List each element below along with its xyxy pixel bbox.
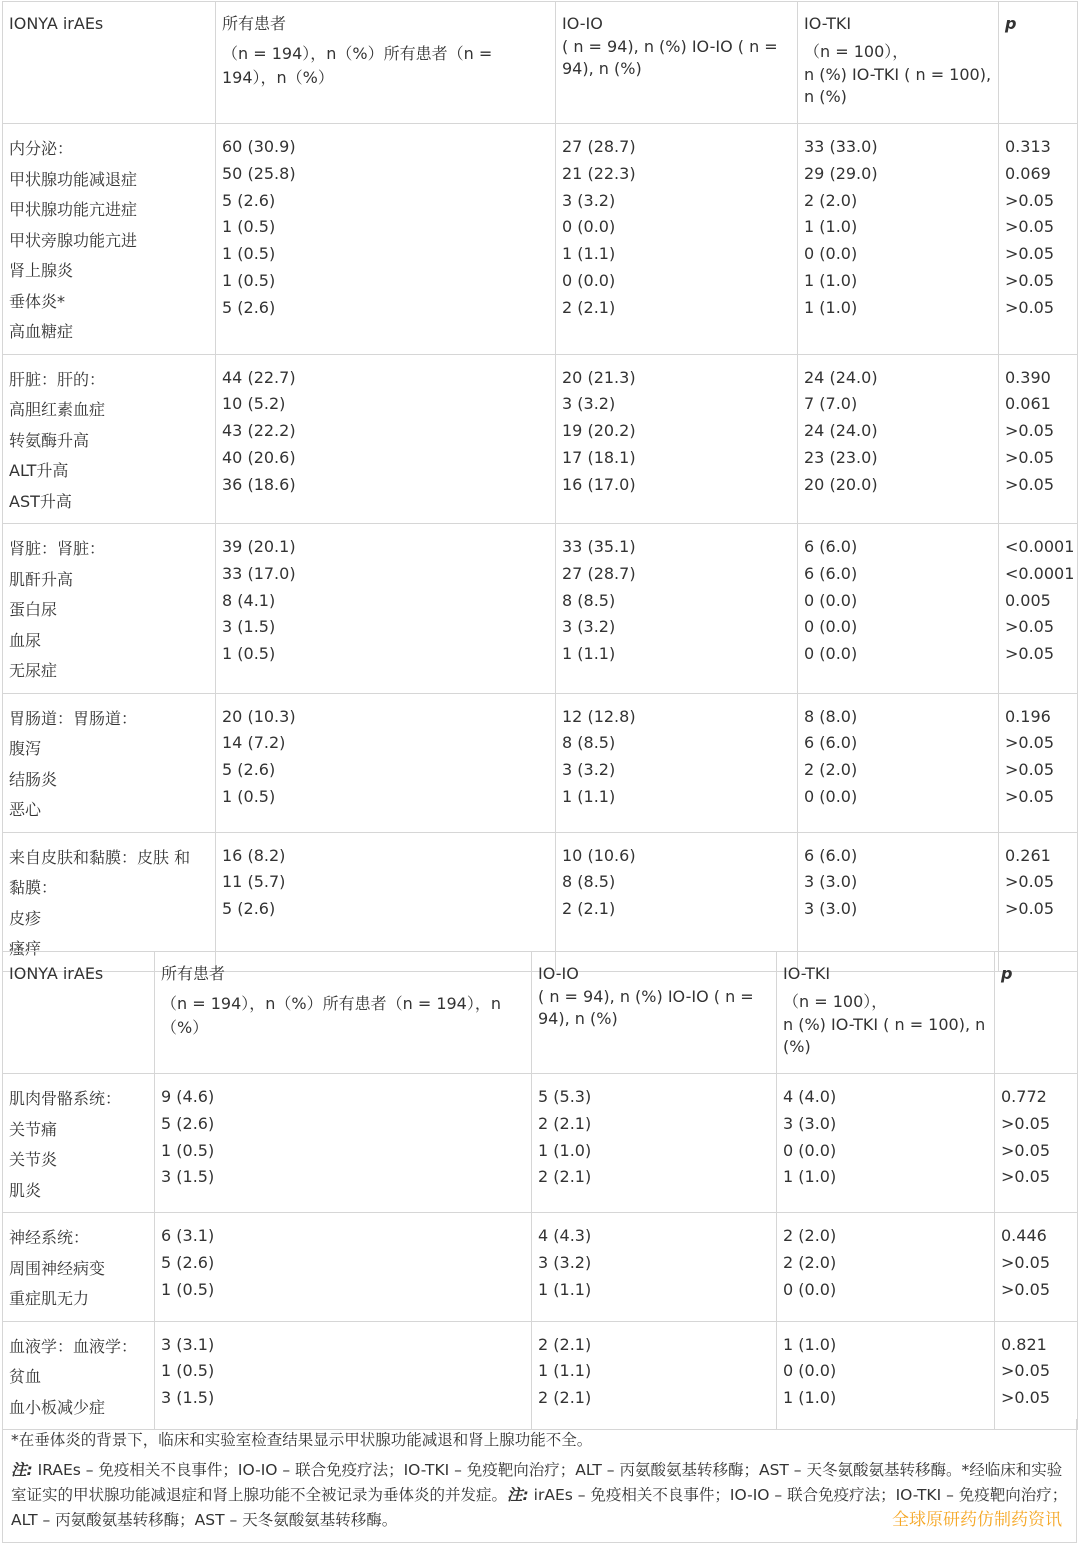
value-text: 7 (7.0) xyxy=(804,394,858,414)
header-io-tki: IO-TKI （n = 100）， n (%) IO-TKI ( n = 100), n (%) xyxy=(777,952,995,1074)
value-text: 50 (25.8) xyxy=(222,163,296,183)
value-text: 44 (22.7) xyxy=(222,367,296,387)
cell-p-value xyxy=(995,1213,1078,1322)
value-text: 33 (33.0) xyxy=(804,137,878,156)
table-header-row xyxy=(3,2,1078,124)
value-text: 6 (3.1) xyxy=(161,1226,215,1245)
value-text: 6 (6.0) xyxy=(804,537,858,556)
value-text: 8 (8.5) xyxy=(562,590,616,610)
table-row xyxy=(3,1321,1078,1430)
footnote-asterisk-note: *在垂体炎的背景下，临床和实验室检查结果显示甲状腺功能减退和肾上腺功能不全。 xyxy=(11,1431,593,1449)
value-text: 17 (18.1) xyxy=(562,447,636,467)
irae-table-part2 xyxy=(2,951,1078,1430)
footnote-abbreviations: 注: IRAEs – 免疫相关不良事件；IO-IO – 联合免疫疗法；IO-TKI – 免疫靶向治疗；ALT – 丙氨酸氨基转移酶；AST – 天冬氨酸氨基转移酶。*经临床和实验室证实的甲状腺功能减退症和肾上腺功能不全被记录为垂体炎的并发症。注: irAEs – 免疫相关不良事件；IO-IO – 联合免疫疗法；IO-TKI – 免疫靶向治疗；ALT – 丙氨酸氨基转移酶；AST – 天冬氨酸氨基转移酶。 xyxy=(11,1461,1068,1529)
value-text: <0.0001 xyxy=(1005,563,1075,583)
value-text: 1 (1.0) xyxy=(804,270,858,290)
value-text: 2 (2.1) xyxy=(538,1388,592,1408)
category-label: 结肠炎 xyxy=(9,769,58,789)
value-text: >0.05 xyxy=(1005,899,1055,919)
value-text: >0.05 xyxy=(1005,733,1055,753)
value-text: 0 (0.0) xyxy=(804,617,858,637)
category-label: 蛋白尿 xyxy=(9,600,58,619)
value-text: 3 (1.5) xyxy=(161,1388,215,1408)
value-text: 1 (0.5) xyxy=(222,244,276,264)
value-text: 1 (0.5) xyxy=(161,1279,215,1299)
cell-io-io xyxy=(532,1213,777,1322)
value-text: 0.390 xyxy=(1005,367,1051,387)
cell-category xyxy=(3,124,216,355)
value-text: 2 (2.1) xyxy=(562,297,616,317)
value-text: 20 (20.0) xyxy=(804,474,878,494)
value-text: 33 (35.1) xyxy=(562,537,636,556)
value-text: 0.313 xyxy=(1005,137,1051,156)
value-text: 0.005 xyxy=(1005,590,1051,610)
table-row xyxy=(3,524,1078,694)
value-text: >0.05 xyxy=(1001,1361,1051,1381)
category-label: 肾脏：肾脏： xyxy=(9,539,106,558)
value-text: >0.05 xyxy=(1001,1140,1051,1160)
value-text: >0.05 xyxy=(1005,447,1055,467)
header-p: p xyxy=(995,952,1078,1074)
value-text: >0.05 xyxy=(1005,190,1055,210)
value-text: 8 (8.0) xyxy=(804,706,858,726)
cell-io-tki xyxy=(777,1074,995,1213)
cell-p-value xyxy=(995,1321,1078,1430)
value-text: 16 (17.0) xyxy=(562,474,636,494)
category-label: 胃肠道：胃肠道： xyxy=(9,708,138,728)
value-text: 0.069 xyxy=(1005,163,1051,183)
cell-p-value xyxy=(999,354,1078,524)
cell-category xyxy=(3,524,216,694)
value-text: 1 (0.5) xyxy=(222,270,276,290)
value-text: 1 (0.5) xyxy=(222,786,276,806)
category-label: 皮疹 xyxy=(9,908,42,928)
cell-io-io xyxy=(556,124,798,355)
watermark-text: 全球原研药仿制药资讯 xyxy=(892,1510,1062,1530)
value-text: 1 (1.0) xyxy=(783,1167,837,1187)
cell-all-patients xyxy=(155,1074,532,1213)
category-label: 无尿症 xyxy=(9,661,58,680)
value-text: 0 (0.0) xyxy=(783,1361,837,1381)
value-text: 5 (2.6) xyxy=(161,1252,215,1272)
value-text: 27 (28.7) xyxy=(562,563,636,583)
value-text: 6 (6.0) xyxy=(804,845,858,865)
value-text: 0 (0.0) xyxy=(562,217,616,237)
category-label: 甲状腺功能亢进症 xyxy=(9,200,138,219)
value-text: 21 (22.3) xyxy=(562,163,636,183)
cell-all-patients xyxy=(216,354,556,524)
value-text: 0.261 xyxy=(1005,845,1051,865)
value-text: 1 (1.0) xyxy=(783,1388,837,1408)
value-text: 1 (0.5) xyxy=(222,217,276,237)
value-text: 10 (10.6) xyxy=(562,845,636,865)
value-text: >0.05 xyxy=(1005,760,1055,780)
category-label: 高胆红素血症 xyxy=(9,400,106,419)
value-text: 0 (0.0) xyxy=(804,244,858,264)
category-label: 垂体炎* xyxy=(9,291,66,311)
value-text: 40 (20.6) xyxy=(222,447,296,467)
value-text: 19 (20.2) xyxy=(562,421,636,441)
value-text: 43 (22.2) xyxy=(222,421,296,441)
value-text: 1 (1.1) xyxy=(562,244,616,264)
cell-category xyxy=(3,1213,155,1322)
category-label: 肾上腺炎 xyxy=(9,261,74,280)
table-row xyxy=(3,1213,1078,1322)
value-text: 6 (6.0) xyxy=(804,733,858,753)
value-text: 0.446 xyxy=(1001,1226,1047,1245)
cell-p-value xyxy=(995,1074,1078,1213)
value-text: 20 (21.3) xyxy=(562,367,636,387)
category-label: 血小板减少症 xyxy=(9,1397,106,1417)
cell-all-patients xyxy=(216,124,556,355)
category-label: 来自皮肤和黏膜：皮肤 和 黏膜： xyxy=(9,847,191,897)
value-text: 2 (2.1) xyxy=(562,899,616,919)
cell-io-io xyxy=(532,1074,777,1213)
value-text: 3 (3.2) xyxy=(562,617,616,637)
category-label: 转氨酶升高 xyxy=(9,430,90,450)
value-text: 8 (4.1) xyxy=(222,590,276,610)
value-text: >0.05 xyxy=(1005,872,1055,892)
value-text: 1 (1.0) xyxy=(538,1140,592,1160)
header-irae: IONYA irAEs xyxy=(3,2,216,124)
category-label: 贫血 xyxy=(9,1367,42,1386)
cell-all-patients xyxy=(216,524,556,694)
header-all-patients: 所有患者 （n = 194），n（%）所有患者（n = 194），n（%） xyxy=(216,2,556,124)
value-text: 0.772 xyxy=(1001,1087,1047,1106)
cell-io-tki xyxy=(798,124,999,355)
value-text: 9 (4.6) xyxy=(161,1087,215,1106)
category-label: 甲状腺功能减退症 xyxy=(9,169,138,189)
table-row xyxy=(3,693,1078,832)
category-label: 关节痛 xyxy=(9,1119,58,1139)
table-row xyxy=(3,124,1078,355)
value-text: 3 (1.5) xyxy=(222,617,276,637)
value-text: 0 (0.0) xyxy=(804,644,858,664)
cell-io-tki xyxy=(798,693,999,832)
value-text: 3 (3.2) xyxy=(538,1252,592,1272)
value-text: 5 (2.6) xyxy=(222,899,276,919)
cell-category xyxy=(3,693,216,832)
cell-io-tki xyxy=(798,354,999,524)
value-text: 2 (2.1) xyxy=(538,1113,592,1133)
value-text: 0 (0.0) xyxy=(783,1140,837,1160)
cell-category xyxy=(3,1074,155,1213)
value-text: 0 (0.0) xyxy=(804,590,858,610)
value-text: 0.196 xyxy=(1005,706,1051,726)
value-text: 6 (6.0) xyxy=(804,563,858,583)
value-text: 8 (8.5) xyxy=(562,733,616,753)
cell-p-value xyxy=(999,693,1078,832)
value-text: 23 (23.0) xyxy=(804,447,878,467)
value-text: 3 (3.0) xyxy=(804,899,858,919)
value-text: 5 (5.3) xyxy=(538,1087,592,1106)
header-io-tki: IO-TKI （n = 100）， n (%) IO-TKI ( n = 100), n (%) xyxy=(798,2,999,124)
cell-io-tki xyxy=(777,1321,995,1430)
value-text: 0.061 xyxy=(1005,394,1051,414)
cell-p-value xyxy=(999,124,1078,355)
category-label: 肌炎 xyxy=(9,1180,42,1200)
category-label: 高血糖症 xyxy=(9,322,74,341)
table-header-row xyxy=(3,952,1078,1074)
value-text: 1 (1.0) xyxy=(804,217,858,237)
value-text: 5 (2.6) xyxy=(222,760,276,780)
value-text: 2 (2.0) xyxy=(783,1226,837,1245)
category-label: 甲状旁腺功能亢进 xyxy=(9,230,138,250)
header-p: p xyxy=(999,2,1078,124)
value-text: 2 (2.0) xyxy=(783,1252,837,1272)
value-text: 1 (1.1) xyxy=(562,786,616,806)
category-label: 神经系统： xyxy=(9,1228,90,1247)
value-text: 0 (0.0) xyxy=(804,786,858,806)
value-text: 24 (24.0) xyxy=(804,421,878,441)
value-text: 4 (4.0) xyxy=(783,1087,837,1106)
cell-io-tki xyxy=(777,1213,995,1322)
value-text: 11 (5.7) xyxy=(222,872,286,892)
value-text: 36 (18.6) xyxy=(222,474,296,494)
category-label: 瘙痒 xyxy=(9,939,42,958)
value-text: >0.05 xyxy=(1005,217,1055,237)
header-irae: IONYA irAEs xyxy=(3,952,155,1074)
category-label: 血尿 xyxy=(9,630,42,650)
value-text: 0 (0.0) xyxy=(783,1279,837,1299)
value-text: 39 (20.1) xyxy=(222,537,296,556)
value-text: 16 (8.2) xyxy=(222,845,286,865)
header-all-patients: 所有患者 （n = 194），n（%）所有患者（n = 194），n（%） xyxy=(155,952,532,1074)
value-text: 3 (3.2) xyxy=(562,190,616,210)
value-text: 1 (1.1) xyxy=(538,1361,592,1381)
irae-table-part1 xyxy=(2,1,1078,972)
value-text: >0.05 xyxy=(1005,244,1055,264)
value-text: 2 (2.0) xyxy=(804,760,858,780)
value-text: <0.0001 xyxy=(1005,537,1075,556)
value-text: 0.821 xyxy=(1001,1334,1047,1354)
value-text: >0.05 xyxy=(1005,474,1055,494)
cell-io-io xyxy=(556,524,798,694)
value-text: >0.05 xyxy=(1001,1388,1051,1408)
value-text: 3 (3.2) xyxy=(562,394,616,414)
cell-category xyxy=(3,1321,155,1430)
cell-all-patients xyxy=(216,693,556,832)
table-row xyxy=(3,354,1078,524)
header-io-io: IO-IO ( n = 94), n (%) IO-IO ( n = 94), n (%) xyxy=(556,2,798,124)
category-label: 周围神经病变 xyxy=(9,1258,106,1278)
value-text: 3 (3.0) xyxy=(783,1113,837,1133)
value-text: 1 (1.1) xyxy=(562,644,616,664)
category-label: 恶心 xyxy=(9,800,42,819)
cell-all-patients xyxy=(155,1213,532,1322)
value-text: 12 (12.8) xyxy=(562,706,636,726)
value-text: >0.05 xyxy=(1001,1113,1051,1133)
cell-p-value xyxy=(999,524,1078,694)
category-label: 肌肉骨骼系统： xyxy=(9,1089,122,1108)
category-label: 腹泻 xyxy=(9,739,42,758)
value-text: 1 (1.0) xyxy=(804,297,858,317)
value-text: 20 (10.3) xyxy=(222,706,296,726)
category-label: AST升高 xyxy=(9,491,72,511)
value-text: 3 (1.5) xyxy=(161,1167,215,1187)
value-text: 1 (1.0) xyxy=(783,1334,837,1354)
value-text: 1 (0.5) xyxy=(222,644,276,664)
value-text: 29 (29.0) xyxy=(804,163,878,183)
value-text: 2 (2.0) xyxy=(804,190,858,210)
category-label: 关节炎 xyxy=(9,1150,58,1169)
value-text: >0.05 xyxy=(1005,270,1055,290)
category-label: 重症肌无力 xyxy=(9,1289,90,1308)
value-text: 5 (2.6) xyxy=(161,1113,215,1133)
value-text: >0.05 xyxy=(1001,1252,1051,1272)
value-text: 5 (2.6) xyxy=(222,190,276,210)
value-text: 1 (0.5) xyxy=(161,1361,215,1381)
value-text: 2 (2.1) xyxy=(538,1167,592,1187)
table-row xyxy=(3,1074,1078,1213)
header-io-io: IO-IO ( n = 94), n (%) IO-IO ( n = 94), n (%) xyxy=(532,952,777,1074)
category-label: 肌酐升高 xyxy=(9,569,74,589)
cell-all-patients xyxy=(155,1321,532,1430)
value-text: 3 (3.2) xyxy=(562,760,616,780)
cell-io-io xyxy=(556,693,798,832)
value-text: 8 (8.5) xyxy=(562,872,616,892)
value-text: >0.05 xyxy=(1001,1167,1051,1187)
value-text: 1 (0.5) xyxy=(161,1140,215,1160)
value-text: 33 (17.0) xyxy=(222,563,296,583)
value-text: 24 (24.0) xyxy=(804,367,878,387)
value-text: >0.05 xyxy=(1001,1279,1051,1299)
value-text: >0.05 xyxy=(1005,644,1055,664)
value-text: 3 (3.0) xyxy=(804,872,858,892)
cell-category xyxy=(3,354,216,524)
value-text: >0.05 xyxy=(1005,617,1055,637)
value-text: >0.05 xyxy=(1005,421,1055,441)
category-label: ALT升高 xyxy=(9,461,69,480)
value-text: 5 (2.6) xyxy=(222,297,276,317)
value-text: 10 (5.2) xyxy=(222,394,286,414)
cell-io-tki xyxy=(798,524,999,694)
cell-io-io xyxy=(532,1321,777,1430)
value-text: 1 (1.1) xyxy=(538,1279,592,1299)
value-text: 3 (3.1) xyxy=(161,1334,215,1354)
value-text: 27 (28.7) xyxy=(562,137,636,156)
value-text: 2 (2.1) xyxy=(538,1334,592,1354)
value-text: 14 (7.2) xyxy=(222,733,286,753)
value-text: >0.05 xyxy=(1005,786,1055,806)
category-label: 内分泌： xyxy=(9,139,74,158)
cell-io-io xyxy=(556,354,798,524)
value-text: >0.05 xyxy=(1005,297,1055,317)
category-label: 肝脏：肝的： xyxy=(9,369,106,389)
value-text: 0 (0.0) xyxy=(562,270,616,290)
value-text: 4 (4.3) xyxy=(538,1226,592,1245)
category-label: 血液学：血液学： xyxy=(9,1336,138,1356)
value-text: 60 (30.9) xyxy=(222,137,296,156)
